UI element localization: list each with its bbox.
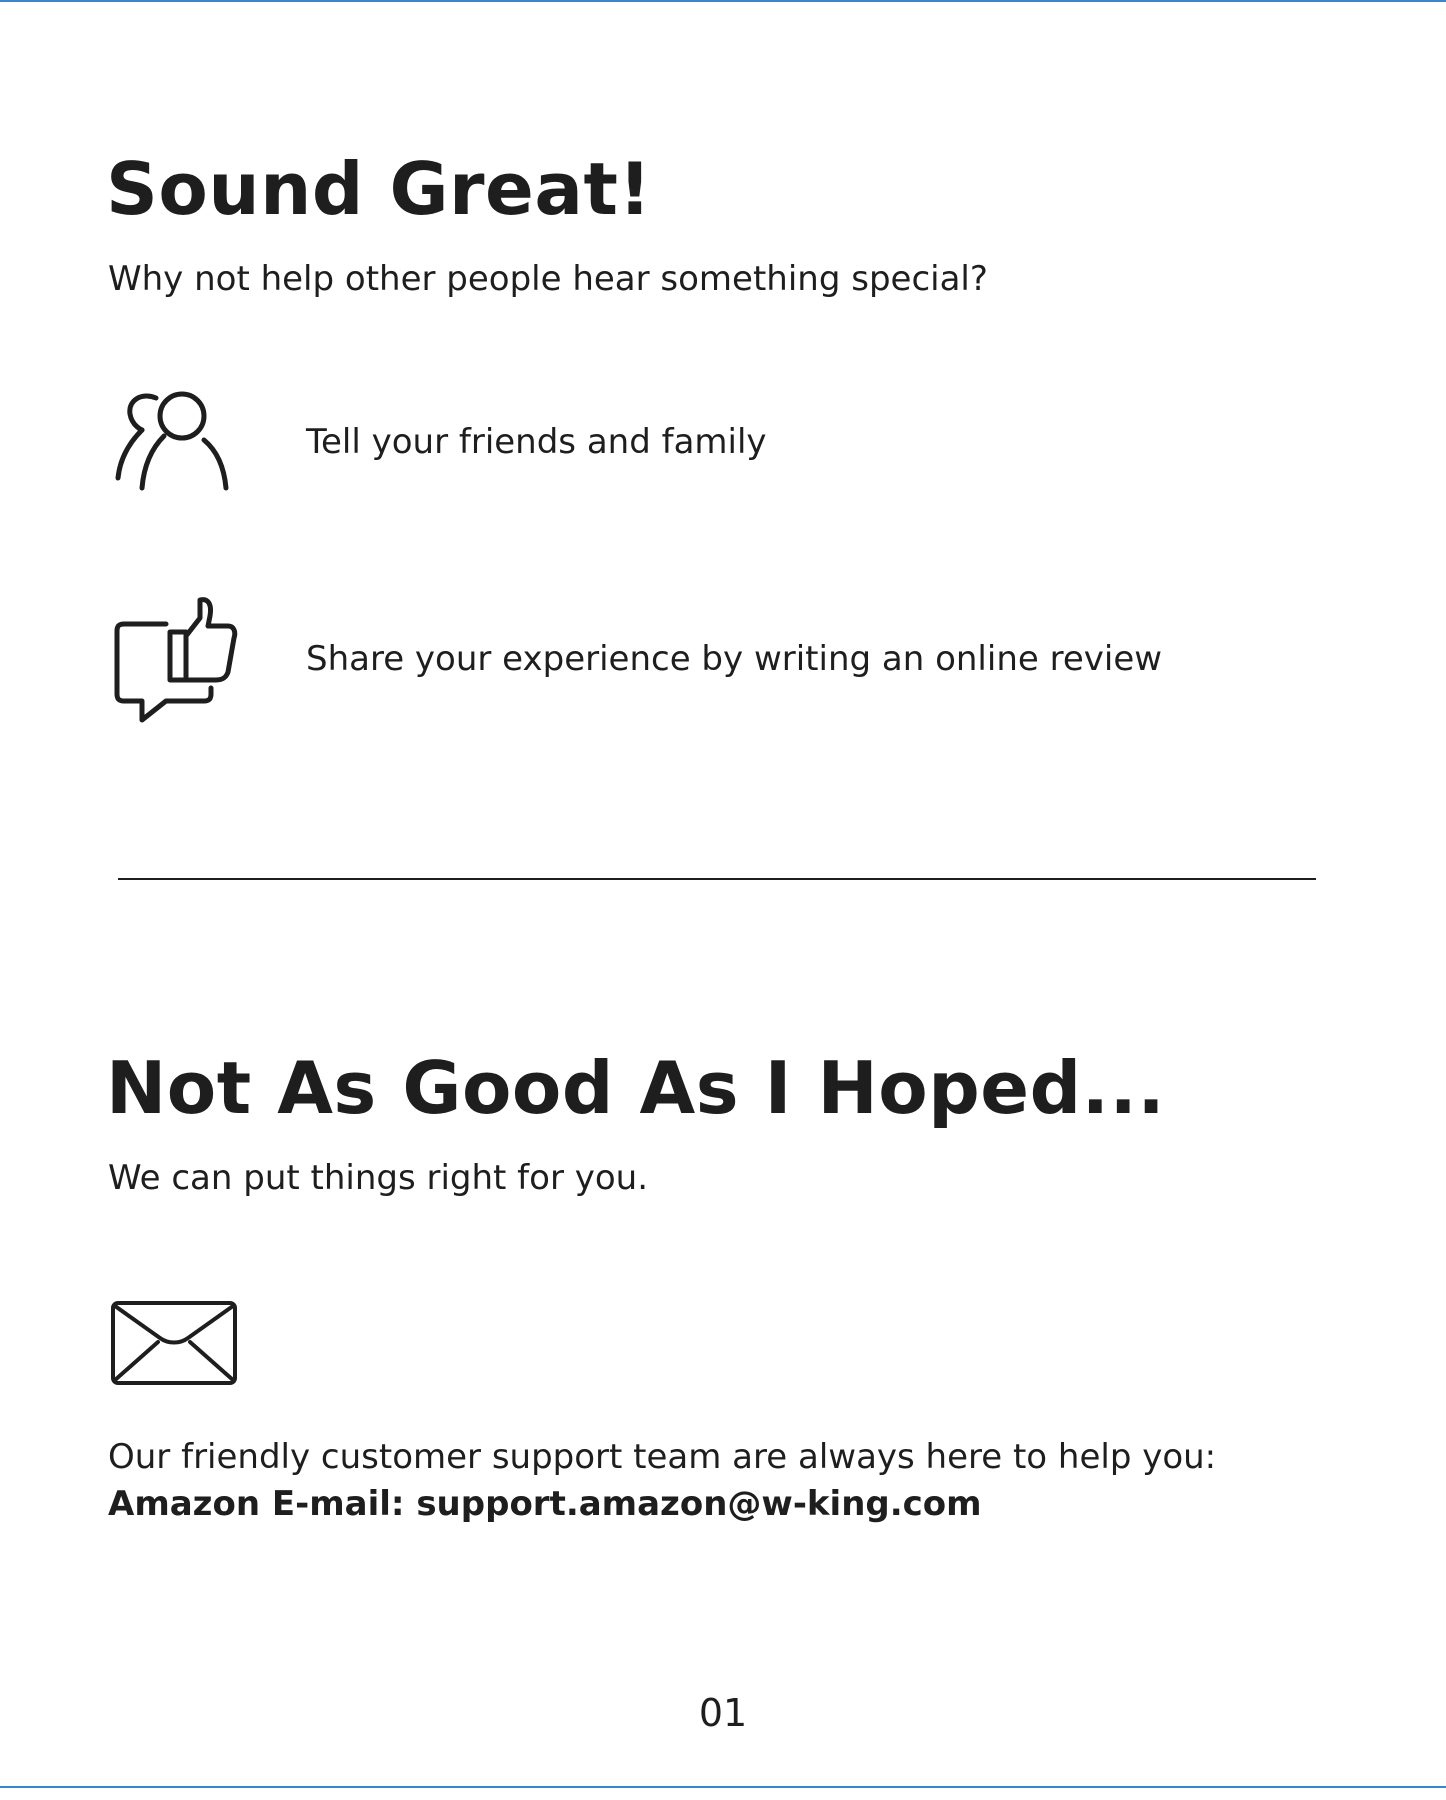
people-icon bbox=[112, 386, 236, 494]
envelope-icon bbox=[110, 1300, 238, 1386]
page-number: 01 bbox=[698, 1691, 748, 1735]
subtext-put-right: We can put things right for you. bbox=[108, 1158, 649, 1198]
section-divider bbox=[118, 878, 1316, 880]
top-border-line bbox=[0, 0, 1446, 2]
share-review-text: Share your experience by writing an online review bbox=[306, 639, 1163, 679]
subtext-help-others: Why not help other people hear something special? bbox=[108, 259, 988, 299]
thumbs-up-chat-icon bbox=[114, 596, 240, 724]
tell-friends-text: Tell your friends and family bbox=[306, 422, 767, 462]
support-team-text: Our friendly customer support team are always here to help you: bbox=[108, 1437, 1217, 1477]
bottom-border-line bbox=[0, 1786, 1446, 1788]
support-email-line: Amazon E-mail: support.amazon@w-king.com bbox=[108, 1484, 982, 1524]
heading-not-as-good: Not As Good As I Hoped... bbox=[106, 1046, 1166, 1130]
heading-sound-great: Sound Great! bbox=[106, 147, 652, 231]
